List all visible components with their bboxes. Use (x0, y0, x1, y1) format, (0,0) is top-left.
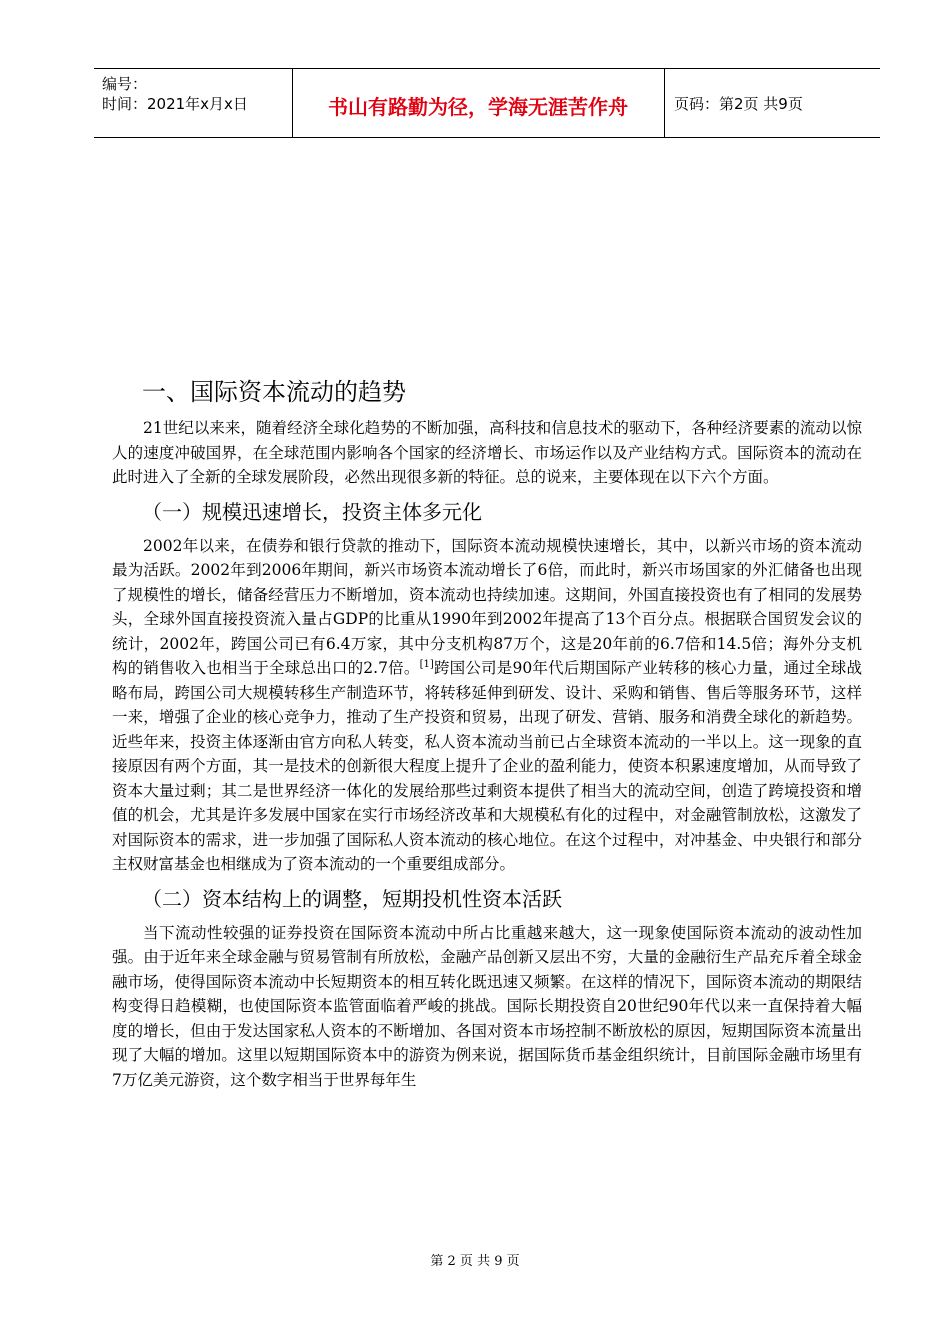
document-header (94, 68, 880, 138)
number-label: 编号： (102, 75, 148, 93)
paragraph-text-b: 跨国公司是90年代后期国际产业转移的核心力量，通过全球战略布局，跨国公司大规模转移生产制造环节，将转移延伸到研发、设计、采购和销售、售后等服务环节，这样一来，增强了企业的核心竞争力，推动了生产投资和贸易，出现了研发、营销、服务和消费全球化的新趋势。近些年来，投资主体逐渐由官方向私人转变，私人资本流动当前已占全球资本流动的一半以上。这一现象的直接原因有两个方面，其一是技术的创新很大程度上提升了企业的盈利能力，使资本积累速度增加，从而导致了资本大量过剩；其二是世界经济一体化的发展给那些过剩资本提供了相当大的流动空间，创造了跨境投资和增值的机会，尤其是许多发展中国家在实行市场经济改革和大规模私有化的过程中，对金融管制放松，这激发了对国际资本的需求，进一步加强了国际私人资本流动的核心地位。在这个过程中，对冲基金、中央银行和部分主权财富基金也相继成为了资本流动的一个重要组成部分。 (112, 659, 862, 873)
section-title: 一、国际资本流动的趋势 (142, 378, 406, 406)
time-label: 时间：2021年x月x日 (102, 95, 248, 113)
page-footer: 第 2 页 共 9 页 (430, 1254, 520, 1269)
subsection-title-2: （二）资本结构上的调整，短期投机性资本活跃 (142, 886, 562, 911)
paragraph-text-a: 2002年以来，在债券和银行贷款的推动下，国际资本流动规模快速增长，其中，以新兴市场的资本流动最为活跃。2002年到2006年期间，新兴市场资本流动增长了6倍，而此时，新兴市场国家的外汇储备也出现了规模性的增长，储备经营压力不断增加，资本流动也持续加速。这期间，外国直接投资也有了相同的发展势头，全球外国直接投资流入量占GDP的比重从1990年到2002年提高了13个百分点。根据联合国贸发会议的统计，2002年，跨国公司已有6.4万家，其中分支机构87万个，这是20年前的6.7倍和14.5倍；海外分支机构的销售收入也相当于全球总出口的2.7倍。 (112, 536, 862, 677)
document-body (112, 374, 862, 1092)
citation-marker: [1] (419, 658, 434, 670)
motto-text: 书山有路勤为径，学海无涯苦作舟 (328, 95, 628, 119)
page-code: 页码：第2页 共9页 (674, 95, 803, 113)
header-middle-cell (292, 69, 665, 137)
header-right-cell (664, 69, 880, 137)
intro-paragraph: 21世纪以来来，随着经济全球化趋势的不断加强，高科技和信息技术的驱动下，各种经济要素的流动以惊人的速度冲破国界，在全球范围内影响各个国家的经济增长、市场运作以及产业结构方式。国际资本的流动在此时进入了全新的全球发展阶段，必然出现很多新的特征。总的说来，主要体现在以下六个方面。 (112, 419, 862, 486)
subsection-1-paragraph (112, 534, 862, 877)
subsection-title-1: （一）规模迅速增长，投资主体多元化 (142, 499, 482, 524)
header-left-cell (94, 69, 293, 137)
subsection-2-paragraph: 当下流动性较强的证券投资在国际资本流动中所占比重越来越大，这一现象使国际资本流动的波动性加强。由于近年来全球金融与贸易管制有所放松，金融产品创新又层出不穷，大量的金融衍生产品充斥着全球金融市场，使得国际资本流动中长短期资本的相互转化既迅速又频繁。在这样的情况下，国际资本流动的期限结构变得日趋模糊，也使国际资本监管面临着严峻的挑战。国际长期投资自20世纪90年代以来一直保持着大幅度的增长，但由于发达国家私人资本的不断增加、各国对资本市场控制不断放松的原因，短期国际资本流量出现了大幅的增加。这里以短期国际资本中的游资为例来说，据国际货币基金组织统计，目前国际金融市场里有7万亿美元游资，这个数字相当于世界每年生 (112, 923, 862, 1089)
